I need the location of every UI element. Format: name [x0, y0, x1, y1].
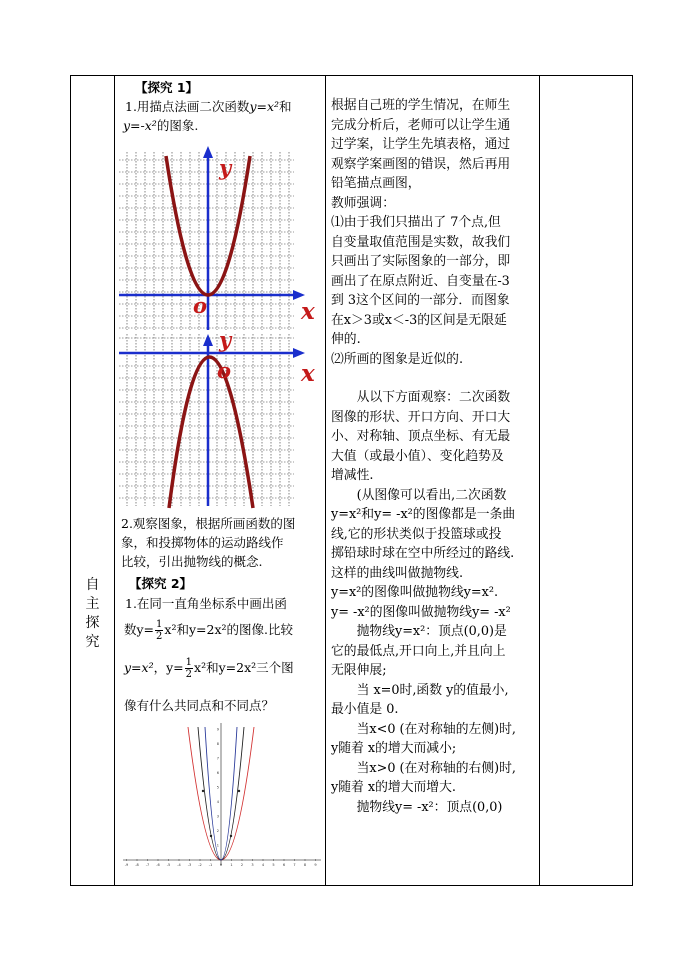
- x-tick-label: 4: [261, 863, 265, 867]
- text-line: 伸的.: [331, 332, 361, 347]
- x-tick-label: -3: [187, 863, 192, 867]
- text-line: 增减性.: [331, 468, 374, 483]
- x-tick-label: 0: [219, 863, 223, 867]
- text-line: 当 x=0时,函数 y的值最小,: [331, 682, 509, 698]
- text-line: 从以下方面观察：二次函数: [331, 390, 511, 405]
- x-tick-label: -6: [156, 863, 160, 867]
- observation-notes: [331, 388, 541, 486]
- x-tick-label: 3: [251, 863, 254, 867]
- explore2-line1: 1.在同一直角坐标系中画出函: [125, 596, 287, 611]
- fraction-half: $\frac{1}{2}$: [156, 619, 163, 642]
- text-line: 铅笔描点画图，: [331, 176, 421, 191]
- explore2-line2: 数y= $\frac{1}{2}$ x²和y=2x²的图像.比较: [124, 619, 294, 642]
- text-line: 抛物线y=x²：顶点(0,0)是: [331, 624, 507, 639]
- graph1-y-label: y: [219, 155, 232, 180]
- text-line: ⑴由于我们只描出了 7个点,但: [331, 215, 501, 230]
- y-tick-label: 5: [216, 785, 219, 790]
- graph2-x-label: x: [301, 360, 315, 387]
- x-tick-label: 5: [272, 863, 275, 867]
- text-line: y随着 x的增大而减小;: [331, 741, 457, 756]
- y-tick-label: 4: [216, 800, 219, 804]
- y-tick-label: 9: [216, 727, 219, 732]
- section-label: 自 主 探 究: [85, 577, 100, 650]
- explore1-task-line2: y=-x²的图象.: [123, 118, 199, 133]
- graph1-origin-label: o: [193, 293, 208, 318]
- text-line: 画出了在原点附近、自变量在-3: [331, 273, 510, 289]
- graph2-origin-label: o: [217, 358, 232, 383]
- graph2-y-label: y: [219, 327, 232, 352]
- x-tick-label: 1: [230, 863, 233, 867]
- y-tick-label: 8: [216, 742, 219, 746]
- text-line: ⑵所画的图象是近似的.: [331, 351, 464, 367]
- text-line: 观察学案画图的错误，然后再用: [331, 156, 511, 172]
- y-tick-label: 2: [216, 829, 219, 833]
- text-line: 当x>0 (在对称轴的右侧)时,: [331, 760, 516, 776]
- text-line: 在x＞3或x＜-3的区间是无限延: [331, 312, 507, 328]
- text-line: 无限伸展;: [331, 663, 387, 678]
- y-tick-label: 7: [216, 756, 219, 761]
- text-line: 只画出了实际图象的一部分，即: [331, 254, 511, 269]
- text-line: 图像的形状、开口方向、开口大: [331, 409, 511, 425]
- teacher-notes: [331, 96, 541, 369]
- text-line: y随着 x的增大而增大.: [331, 780, 456, 795]
- text-line: 根据自己班的学生情况，在师生: [331, 98, 511, 113]
- text-line: y= -x²的图像叫做抛物线y= -x²: [331, 604, 511, 620]
- x-tick-label: -8: [135, 863, 139, 867]
- x-tick-label: -7: [145, 863, 150, 867]
- parabola-notes: [331, 486, 541, 818]
- text-line: 过学案，让学生先填表格，通过: [331, 137, 511, 152]
- x-tick-label: 9: [314, 863, 317, 867]
- x-tick-label: 2: [240, 863, 244, 867]
- explore1-heading: 【探究 1】: [135, 80, 199, 95]
- text-line: 大值（或最小值）、变化趋势及: [331, 448, 504, 464]
- graph1-x-label: x: [301, 298, 315, 325]
- explore2-line4: 像有什么共同点和不同点？: [124, 698, 275, 713]
- x-tick-label: -5: [166, 863, 171, 867]
- fraction-half: $\frac{1}{2}$: [185, 657, 193, 680]
- text-line: 掷铅球时球在空中所经过的路线.: [331, 546, 515, 561]
- graph-three-parabolas: [119, 719, 324, 869]
- text-line: 完成分析后，老师可以让学生通: [331, 117, 511, 133]
- y-tick-label: 6: [216, 771, 219, 775]
- y-tick-label: 1: [216, 843, 219, 848]
- column-divider: [325, 76, 326, 885]
- text-line: 到 3这个区间的一部分．而图象: [331, 293, 510, 308]
- text-line: y=x²和y= -x²的图像都是一条曲: [331, 507, 516, 522]
- explore2-line3: y=x²，y= $\frac{1}{2}$ x²和y=2x²三个图: [124, 657, 294, 680]
- text-line: (从图像可以看出,二次函数: [331, 487, 507, 503]
- text-line: 抛物线y= -x²：顶点(0,0): [331, 799, 503, 815]
- x-tick-label: -1: [208, 863, 213, 867]
- x-tick-label: 6: [282, 863, 286, 867]
- column-divider: [114, 76, 115, 885]
- y-tick-label: 3: [216, 814, 219, 819]
- x-tick-label: -2: [198, 863, 202, 867]
- text-line: 最小值是 0.: [331, 702, 399, 717]
- teacher-column: [331, 96, 541, 817]
- text-line: 教师强调：: [331, 195, 395, 211]
- text-line: 小、对称轴、顶点坐标、有无最: [331, 429, 511, 444]
- lesson-table: [70, 75, 633, 886]
- text-line: 自变量取值范围是实数，故我们: [331, 234, 511, 250]
- observe-text: 2.观察图象，根据所画函数的图 象，和投掷物体的运动路线作 比较，引出抛物线的概念.: [121, 516, 296, 569]
- x-tick-label: -9: [124, 863, 129, 867]
- text-line: 它的最低点,开口向上,并且向上: [331, 643, 506, 659]
- text-line: 当x<0 (在对称轴的左侧)时,: [331, 721, 516, 737]
- x-tick-label: 8: [303, 863, 307, 867]
- x-tick-label: 7: [293, 863, 296, 867]
- explore2-heading: 【探究 2】: [129, 576, 193, 591]
- x-tick-label: -4: [177, 863, 181, 867]
- text-line: 这样的曲线叫做抛物线.: [331, 565, 464, 581]
- text-line: y=x²的图像叫做抛物线y=x².: [331, 585, 499, 600]
- text-line: 线,它的形状类似于投篮球或投: [331, 526, 502, 542]
- explore1-task: 1.用描点法画二次函数y=x²和: [125, 99, 292, 114]
